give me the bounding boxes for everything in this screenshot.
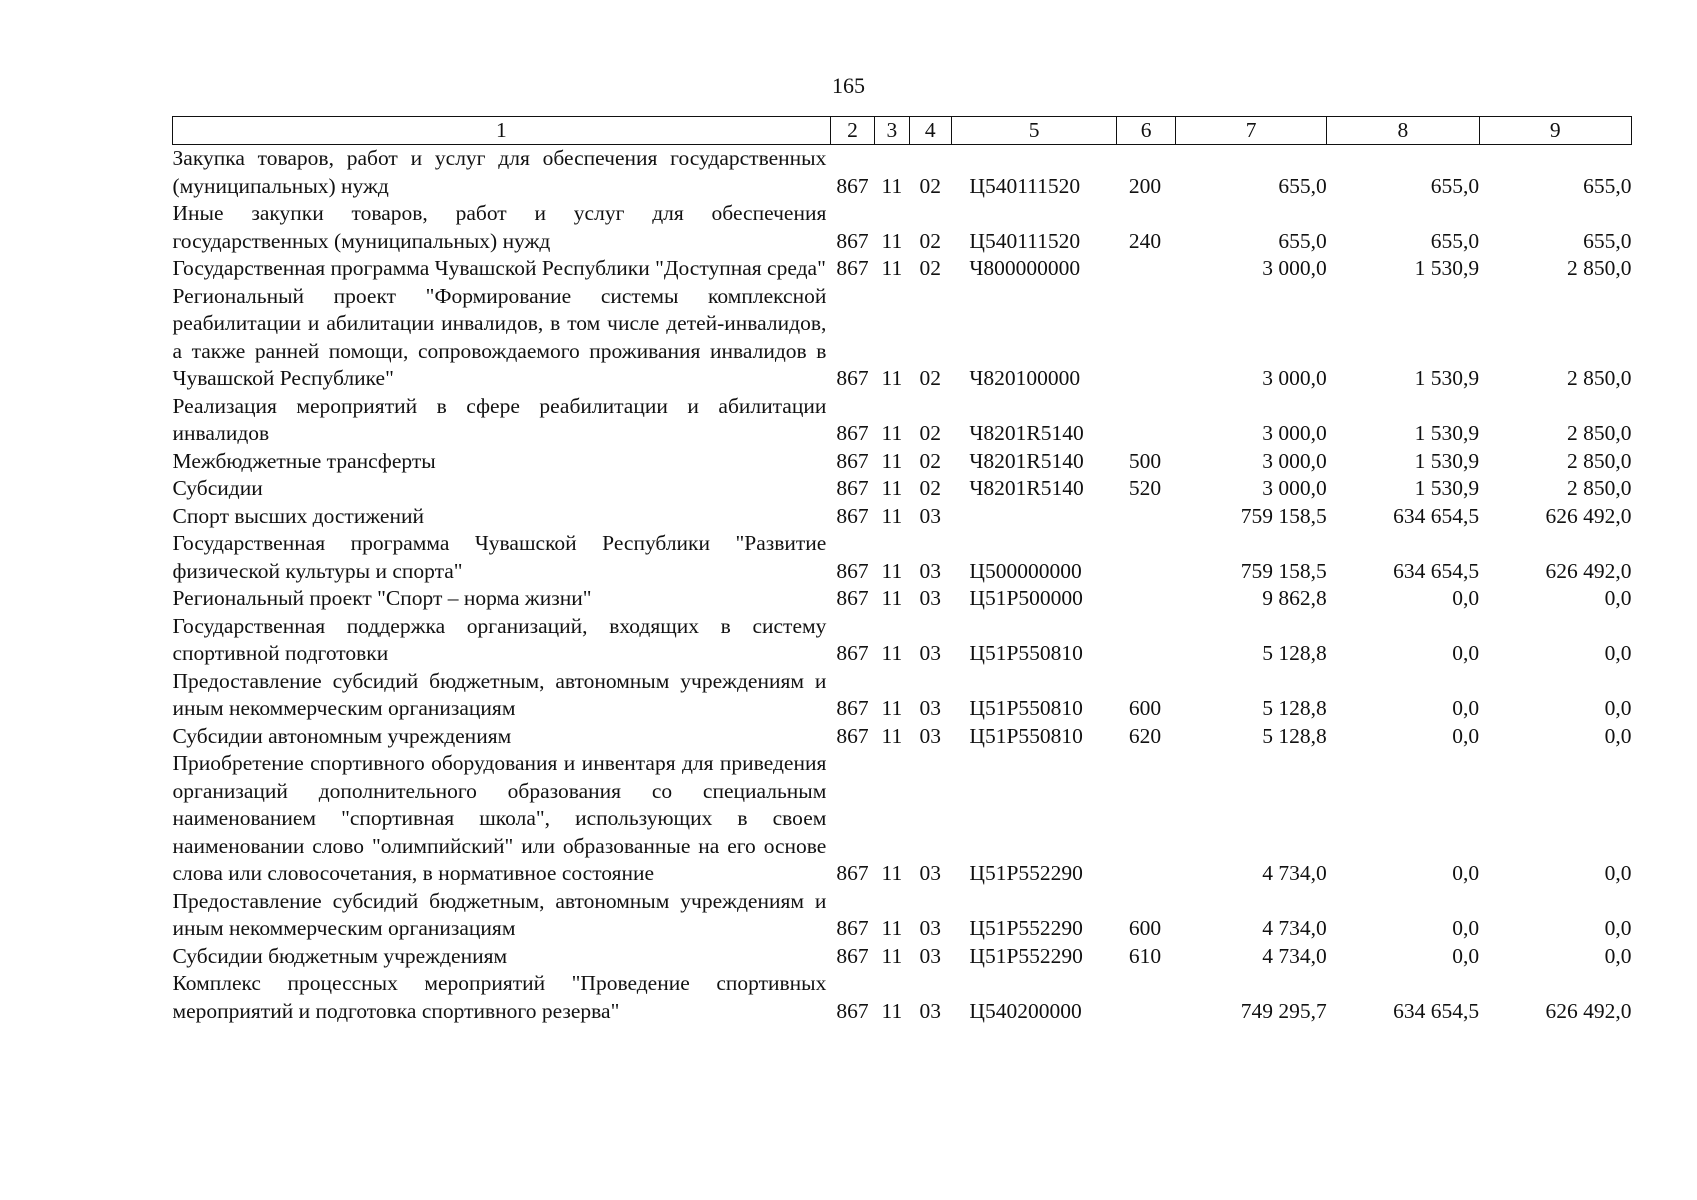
- expense-type-code: 600: [1128, 916, 1162, 940]
- amount-col-7: 3 000,0: [1262, 421, 1327, 445]
- amount-col-8: 0,0: [1452, 916, 1480, 940]
- amount-col-8: 1 530,9: [1414, 256, 1480, 280]
- amount-col-9: 626 492,0: [1545, 558, 1632, 583]
- section-code: 11: [881, 173, 903, 198]
- section-code: 11: [881, 503, 903, 528]
- ministry-code: 867: [836, 421, 869, 445]
- table-row: [173, 200, 1632, 255]
- ministry-code: 867: [836, 943, 869, 968]
- amount-col-9: 0,0: [1604, 723, 1632, 748]
- item-name: Реализация мероприятий в сфере реабилитации и абилитации инвалидов: [172, 393, 827, 445]
- table-row: [173, 888, 1632, 943]
- target-article-code: Ч8201R5140: [969, 448, 1084, 473]
- table-row: [173, 393, 1632, 448]
- amount-col-7: 3 000,0: [1262, 476, 1327, 500]
- subsection-code: 03: [919, 943, 941, 968]
- target-article-code: Ц51P550810: [969, 723, 1083, 748]
- amount-col-9: 0,0: [1604, 916, 1632, 940]
- ministry-code: 867: [836, 998, 869, 1023]
- section-code: 11: [881, 998, 903, 1023]
- amount-col-8: 634 654,5: [1393, 503, 1480, 528]
- ministry-code: 867: [836, 586, 869, 610]
- ministry-code: 867: [836, 476, 869, 500]
- amount-col-7: 4 734,0: [1262, 916, 1327, 940]
- section-code: 11: [881, 723, 903, 748]
- amount-col-8: 0,0: [1452, 723, 1480, 748]
- table-row: [173, 613, 1632, 668]
- target-article-code: [951, 503, 1116, 531]
- expense-type-code: 500: [1128, 448, 1162, 473]
- item-name: Комплекс процессных мероприятий "Проведение спортивных мероприятий и подготовка спортивного резерва": [172, 971, 827, 1023]
- header-col-9: 9: [1479, 117, 1631, 145]
- target-article-code: Ч800000000: [969, 256, 1081, 280]
- amount-col-8: 0,0: [1452, 586, 1480, 610]
- item-name: Субсидии: [172, 476, 263, 500]
- amount-col-9: 0,0: [1604, 641, 1632, 665]
- amount-col-9: 0,0: [1604, 861, 1632, 885]
- ministry-code: 867: [836, 366, 869, 390]
- target-article-code: Ц500000000: [969, 558, 1082, 583]
- subsection-code: 03: [919, 723, 941, 748]
- table-row: [173, 503, 1632, 531]
- table-row: [173, 145, 1632, 201]
- section-code: 11: [881, 916, 903, 940]
- item-name: Государственная программа Чувашской Республики "Доступная среда": [172, 256, 826, 280]
- subsection-code: 02: [919, 173, 941, 198]
- amount-col-7: 655,0: [1278, 228, 1327, 253]
- subsection-code: 02: [919, 366, 941, 390]
- item-name: Межбюджетные трансферты: [172, 448, 436, 473]
- page-number: 165: [832, 73, 865, 98]
- section-code: 11: [881, 366, 903, 390]
- amount-col-9: 2 850,0: [1567, 476, 1632, 500]
- amount-col-7: 655,0: [1278, 173, 1327, 198]
- subsection-code: 03: [919, 586, 941, 610]
- amount-col-9: 626 492,0: [1545, 998, 1632, 1023]
- expense-type-code: 600: [1128, 696, 1162, 720]
- target-article-code: Ч8201R5140: [969, 476, 1084, 500]
- item-name: Субсидии автономным учреждениям: [172, 723, 512, 748]
- item-name: Государственная программа Чувашской Республики "Развитие физической культуры и спорта": [172, 531, 827, 583]
- table-row: [173, 668, 1632, 723]
- section-code: 11: [881, 228, 903, 253]
- amount-col-9: 626 492,0: [1545, 503, 1632, 528]
- amount-col-9: 655,0: [1583, 173, 1632, 198]
- amount-col-7: 3 000,0: [1262, 448, 1327, 473]
- section-code: 11: [881, 861, 903, 885]
- header-col-7: 7: [1175, 117, 1326, 145]
- table-row: [173, 475, 1632, 503]
- expense-type-code: [1117, 283, 1176, 393]
- subsection-code: 02: [919, 448, 941, 473]
- ministry-code: 867: [836, 861, 869, 885]
- target-article-code: Ц51P550810: [969, 696, 1083, 720]
- ministry-code: 867: [836, 641, 869, 665]
- amount-col-9: 0,0: [1604, 696, 1632, 720]
- item-name: Предоставление субсидий бюджетным, автономным учреждениям и иным некоммерческим организациям: [172, 668, 827, 720]
- table-header: [173, 117, 1632, 145]
- table-row: [173, 448, 1632, 476]
- header-row: [173, 117, 1632, 145]
- subsection-code: 03: [919, 641, 941, 665]
- subsection-code: 02: [919, 476, 941, 500]
- header-col-3: 3: [875, 117, 909, 145]
- target-article-code: Ч820100000: [969, 366, 1081, 390]
- amount-col-7: 749 295,7: [1240, 998, 1327, 1023]
- target-article-code: Ч8201R5140: [969, 421, 1084, 445]
- section-code: 11: [881, 558, 903, 583]
- budget-table: [172, 116, 1632, 1025]
- target-article-code: Ц540200000: [969, 998, 1082, 1023]
- ministry-code: 867: [836, 503, 869, 528]
- item-name: Иные закупки товаров, работ и услуг для обеспечения государственных (муниципальных) нужд: [172, 201, 827, 253]
- subsection-code: 03: [919, 558, 941, 583]
- ministry-code: 867: [836, 448, 869, 473]
- amount-col-7: 759 158,5: [1240, 503, 1327, 528]
- expense-type-code: 240: [1128, 228, 1162, 253]
- target-article-code: Ц51P552290: [969, 943, 1083, 968]
- section-code: 11: [881, 696, 903, 720]
- amount-col-7: 3 000,0: [1262, 256, 1327, 280]
- table-row: [173, 585, 1632, 613]
- amount-col-8: 0,0: [1452, 943, 1480, 968]
- amount-col-9: 0,0: [1604, 586, 1632, 610]
- target-article-code: Ц540111520: [969, 173, 1081, 198]
- subsection-code: 02: [919, 228, 941, 253]
- header-col-4: 4: [909, 117, 951, 145]
- expense-type-code: [1117, 503, 1176, 531]
- amount-col-8: 655,0: [1430, 173, 1480, 198]
- amount-col-8: 1 530,9: [1414, 476, 1480, 500]
- section-code: 11: [881, 943, 903, 968]
- table-body: [173, 145, 1632, 1026]
- amount-col-8: 1 530,9: [1414, 366, 1480, 390]
- ministry-code: 867: [836, 558, 869, 583]
- table-row: [173, 723, 1632, 751]
- expense-type-code: 200: [1128, 173, 1162, 198]
- ministry-code: 867: [836, 696, 869, 720]
- amount-col-9: 655,0: [1583, 228, 1632, 253]
- item-name: Спорт высших достижений: [172, 503, 424, 528]
- section-code: 11: [881, 586, 903, 610]
- amount-col-8: 634 654,5: [1393, 998, 1480, 1023]
- amount-col-9: 2 850,0: [1567, 421, 1632, 445]
- amount-col-7: 5 128,8: [1262, 696, 1327, 720]
- item-name: Приобретение спортивного оборудования и инвентаря для приведения организаций дополнительного образования со специальным наименованием "спортивная школа", использующих в своем наименовании слово "олимпийский" или образованные на его основе слова или словосочетания, в нормативное состояние: [172, 751, 827, 885]
- expense-type-code: 620: [1128, 723, 1162, 748]
- amount-col-7: 4 734,0: [1262, 943, 1327, 968]
- header-col-2: 2: [830, 117, 874, 145]
- target-article-code: Ц51P550810: [969, 641, 1083, 665]
- subsection-code: 03: [919, 998, 941, 1023]
- amount-col-9: 2 850,0: [1567, 256, 1632, 280]
- section-code: 11: [881, 421, 903, 445]
- header-col-5: 5: [951, 117, 1116, 145]
- amount-col-8: 1 530,9: [1414, 421, 1480, 445]
- amount-col-8: 1 530,9: [1414, 448, 1480, 473]
- expense-type-code: [1117, 613, 1176, 668]
- table-row: [173, 970, 1632, 1025]
- amount-col-9: 2 850,0: [1567, 366, 1632, 390]
- subsection-code: 02: [919, 421, 941, 445]
- expense-type-code: [1117, 585, 1176, 613]
- expense-type-code: 610: [1128, 943, 1162, 968]
- amount-col-7: 5 128,8: [1262, 641, 1327, 665]
- ministry-code: 867: [836, 916, 869, 940]
- amount-col-7: 9 862,8: [1262, 586, 1327, 610]
- amount-col-8: 0,0: [1452, 861, 1480, 885]
- amount-col-7: 3 000,0: [1262, 366, 1327, 390]
- item-name: Региональный проект "Формирование системы комплексной реабилитации и абилитации инвалидов, в том числе детей-инвалидов, а также ранней помощи, сопровождаемого проживания инвалидов в Чувашской Республике": [172, 283, 827, 390]
- item-name: Закупка товаров, работ и услуг для обеспечения государственных (муниципальных) нужд: [172, 146, 827, 198]
- item-name: Предоставление субсидий бюджетным, автономным учреждениям и иным некоммерческим организациям: [172, 888, 827, 940]
- section-code: 11: [881, 256, 903, 280]
- amount-col-8: 0,0: [1452, 696, 1480, 720]
- subsection-code: 03: [919, 861, 941, 885]
- amount-col-9: 2 850,0: [1567, 448, 1632, 473]
- section-code: 11: [881, 641, 903, 665]
- table-row: [173, 283, 1632, 393]
- subsection-code: 02: [919, 256, 941, 280]
- header-col-6: 6: [1117, 117, 1176, 145]
- amount-col-8: 655,0: [1430, 228, 1480, 253]
- header-col-8: 8: [1327, 117, 1479, 145]
- table-row: [173, 750, 1632, 888]
- ministry-code: 867: [836, 256, 869, 280]
- section-code: 11: [881, 476, 903, 500]
- ministry-code: 867: [836, 173, 869, 198]
- expense-type-code: [1117, 255, 1176, 283]
- subsection-code: 03: [919, 916, 941, 940]
- amount-col-7: 4 734,0: [1262, 861, 1327, 885]
- ministry-code: 867: [836, 228, 869, 253]
- section-code: 11: [881, 448, 903, 473]
- item-name: Государственная поддержка организаций, входящих в систему спортивной подготовки: [172, 613, 827, 665]
- target-article-code: Ц51P552290: [969, 861, 1083, 885]
- item-name: Региональный проект "Спорт – норма жизни": [172, 586, 592, 610]
- item-name: Субсидии бюджетным учреждениям: [172, 943, 508, 968]
- table-row: [173, 255, 1632, 283]
- ministry-code: 867: [836, 723, 869, 748]
- target-article-code: Ц51P500000: [969, 586, 1083, 610]
- table-row: [173, 530, 1632, 585]
- subsection-code: 03: [919, 696, 941, 720]
- target-article-code: Ц51P552290: [969, 916, 1083, 940]
- expense-type-code: [1117, 750, 1176, 888]
- header-col-1: 1: [173, 117, 831, 145]
- amount-col-8: 634 654,5: [1393, 558, 1480, 583]
- expense-type-code: [1117, 970, 1176, 1025]
- amount-col-9: 0,0: [1604, 943, 1632, 968]
- expense-type-code: 520: [1128, 476, 1162, 500]
- expense-type-code: [1117, 530, 1176, 585]
- table-row: [173, 943, 1632, 971]
- target-article-code: Ц540111520: [969, 228, 1081, 253]
- subsection-code: 03: [919, 503, 941, 528]
- amount-col-7: 5 128,8: [1262, 723, 1327, 748]
- amount-col-7: 759 158,5: [1240, 558, 1327, 583]
- amount-col-8: 0,0: [1452, 641, 1480, 665]
- expense-type-code: [1117, 393, 1176, 448]
